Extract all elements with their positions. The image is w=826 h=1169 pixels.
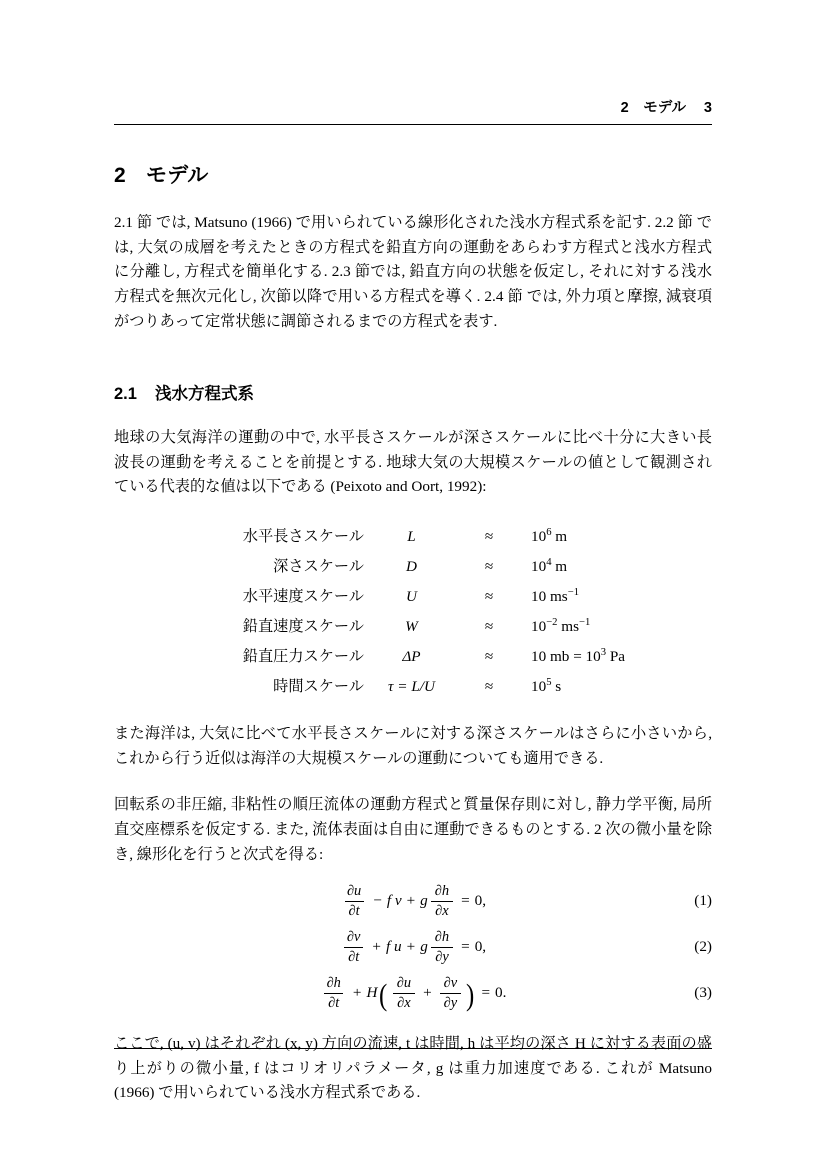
table-row xyxy=(114,640,712,670)
page-number: 3 xyxy=(703,100,712,116)
scale-symbol: D xyxy=(406,557,417,575)
scale-relation: ≈ xyxy=(484,527,494,545)
table-row xyxy=(114,670,712,700)
equation-1-body: $\frac{\partial u}{\partial t}$ − f v + g $\frac{\partial h}{\partial x}$ = 0, xyxy=(340,883,486,919)
equation-1 xyxy=(114,881,712,921)
equation-3-body: $\frac{\partial h}{\partial t}$ + H ( $\frac{\partial u}{\partial x}$ + $\frac{\partial v}{\partial y}$ ) = 0. xyxy=(320,975,507,1011)
header-rule xyxy=(114,124,712,125)
equation-2-number: (2) xyxy=(694,938,712,956)
chapter-number: 2 xyxy=(114,164,126,187)
table-row xyxy=(114,550,712,580)
scale-value: 10 $ms^{-1}$ xyxy=(531,586,580,605)
equation-3-number: (3) xyxy=(694,984,712,1002)
footer-rule xyxy=(114,1048,712,1049)
paragraph-2: また海洋は, 大気に比べて水平長さスケールに対する深さスケールはさらに小さいから, これから行う近似は海洋の大規模スケールの運動についても適用できる. xyxy=(114,725,712,767)
scale-symbol: U xyxy=(406,587,417,605)
paragraph-1: 地球の大気海洋の運動の中で, 水平長さスケールが深さスケールに比べ十分に大きい長波長の運動を考えることを前提とする. 地球大気の大規模スケールの値として観測されている代表的な値は以下である (Peixoto and Oort, 1992): xyxy=(114,429,712,496)
scale-symbol: L xyxy=(407,527,416,545)
table-row xyxy=(114,610,712,640)
chapter-heading xyxy=(114,159,712,189)
table-row xyxy=(114,520,712,550)
scale-name: 水平速度スケール xyxy=(242,587,364,605)
scale-name: 時間スケール xyxy=(273,677,364,695)
paragraph-4: ここで, (u, v) はそれぞれ (x, y) 方向の流速, t は時間, h は平均の深さ H に対する表面の盛り上がりの微小量, f はコリオリパラメータ, g は重力加速度である. これが Matsuno (1966) で用いられている浅水方程式系である. xyxy=(114,1035,712,1102)
equation-1-number: (1) xyxy=(694,892,712,910)
scale-relation: ≈ xyxy=(484,557,494,575)
section-heading xyxy=(114,380,712,404)
scale-symbol: W xyxy=(405,617,418,635)
paragraph-3: 回転系の非圧縮, 非粘性の順圧流体の運動方程式と質量保存則に対し, 静力学平衡, 局所直交座標系を仮定する. また, 流体表面は自由に運動できるものとする. 2 次の微小量を除き, 線形化を行うと次式を得る: xyxy=(114,796,712,863)
chapter-title: モデル xyxy=(145,164,209,187)
equation-3 xyxy=(114,973,712,1013)
scale-value: $10^6$ m xyxy=(531,526,568,545)
scale-relation: ≈ xyxy=(484,587,494,605)
running-head xyxy=(114,96,712,124)
intro-paragraph: 2.1 節 では, Matsuno (1966) で用いられている線形化された浅水方程式系を記す. 2.2 節 では, 大気の成層を考えたときの方程式を鉛直方向の運動をあらわす方程式と浅水方程式に分離し, 方程式を簡単化する. 2.3 節では, 鉛直方向の状態を仮定し, それに対する浅水方程式を無次元化し, 次節以降で用いる方程式を導く. 2.4 節 では, 外力項と摩擦, 減衰項がつりあって定常状態に調節されるまでの方程式を表す. xyxy=(114,214,712,330)
scale-value: $10^5$ s xyxy=(531,676,562,695)
page-content xyxy=(114,96,712,1106)
equation-2-body: $\frac{\partial v}{\partial t}$ + f u + g $\frac{\partial h}{\partial y}$ = 0, xyxy=(340,929,486,965)
scale-value: $10^{-2}$ $ms^{-1}$ xyxy=(531,616,591,635)
scale-name: 水平長さスケール xyxy=(242,527,364,545)
running-head-section: 2 モデル xyxy=(620,100,686,116)
scales-table xyxy=(114,520,712,700)
scale-name: 深さスケール xyxy=(273,557,364,575)
equation-block xyxy=(114,881,712,1013)
scale-relation: ≈ xyxy=(484,647,494,665)
section-number: 2.1 xyxy=(114,385,137,404)
scale-name: 鉛直圧力スケール xyxy=(242,647,364,665)
equation-2 xyxy=(114,927,712,967)
scale-symbol: ΔP xyxy=(402,647,421,665)
table-row xyxy=(114,580,712,610)
scale-name: 鉛直速度スケール xyxy=(242,617,364,635)
section-title: 浅水方程式系 xyxy=(154,385,254,404)
scale-relation: ≈ xyxy=(484,677,494,695)
scale-value: $10^4$ m xyxy=(531,556,568,575)
scale-symbol: τ = L/U xyxy=(388,677,435,695)
scale-relation: ≈ xyxy=(484,617,494,635)
scale-value: 10 mb = $10^3$ Pa xyxy=(531,646,626,665)
